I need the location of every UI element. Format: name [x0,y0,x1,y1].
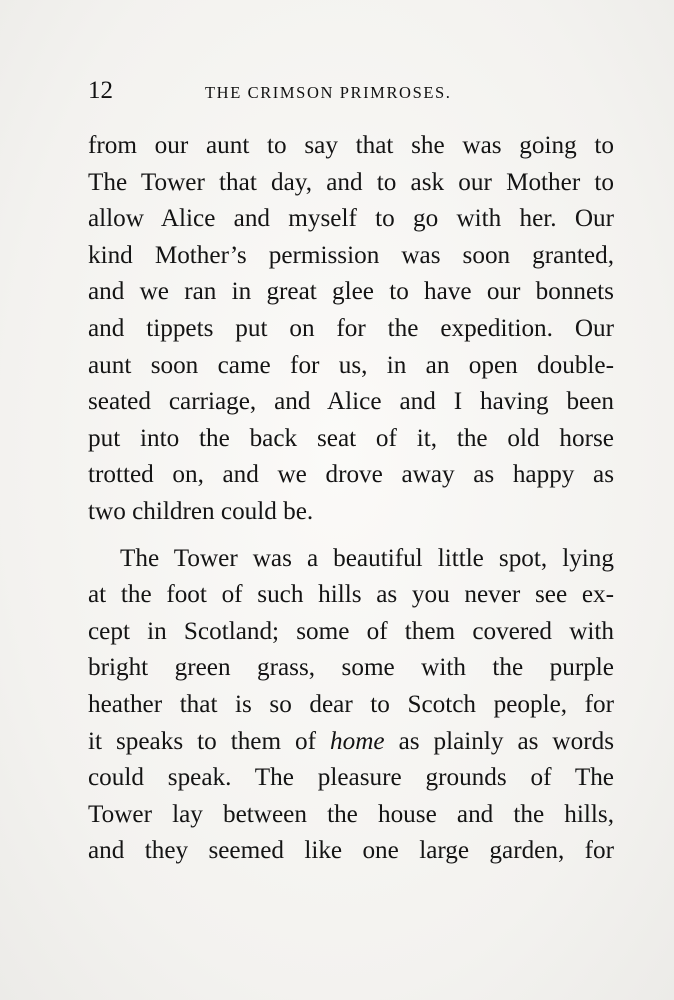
text-line: The Tower that day, and to ask our Mother to [88,168,614,196]
page-number: 12 [88,77,113,104]
text-line: trotted on, and we drove away as happy as [88,461,614,489]
running-title: THE CRIMSON PRIMROSES. [205,83,452,102]
text-line: kind Mother’s permission was soon granted, [88,241,614,269]
emphasized-word: home [330,727,385,755]
text-line: The Tower was a beautiful little spot, lying [120,544,614,572]
text-line: seated carriage, and Alice and I having been [88,388,614,416]
paragraph-1 [88,128,614,531]
text-line: at the foot of such hills as you never see ex- [88,581,614,609]
text-line: bright green grass, some with the purple [88,654,614,682]
text-line: and they seemed like one large garden, for [88,837,614,865]
text-line: and we ran in great glee to have our bonnets [88,278,614,306]
paragraph-2 [88,541,614,870]
text-line: put into the back seat of it, the old horse [88,424,614,452]
text-line: cept in Scotland; some of them covered with [88,617,614,645]
body-text [88,128,614,870]
line-segment: it speaks to them of [88,727,331,755]
page-header [88,74,608,108]
text-line: from our aunt to say that she was going to [88,132,614,159]
text-line: two children could be. [88,497,314,525]
line-segment: as plainly as words [384,727,614,755]
text-line: could speak. The pleasure grounds of The [88,764,614,792]
text-line: aunt soon came for us, in an open double- [88,351,614,379]
text-line: and tippets put on for the expedition. Our [88,314,614,342]
text-line: Tower lay between the house and the hills, [88,800,614,828]
text-line: heather that is so dear to Scotch people, for [88,690,614,718]
text-line: allow Alice and myself to go with her. Our [88,205,614,233]
text-line-with-emphasis [88,724,614,761]
